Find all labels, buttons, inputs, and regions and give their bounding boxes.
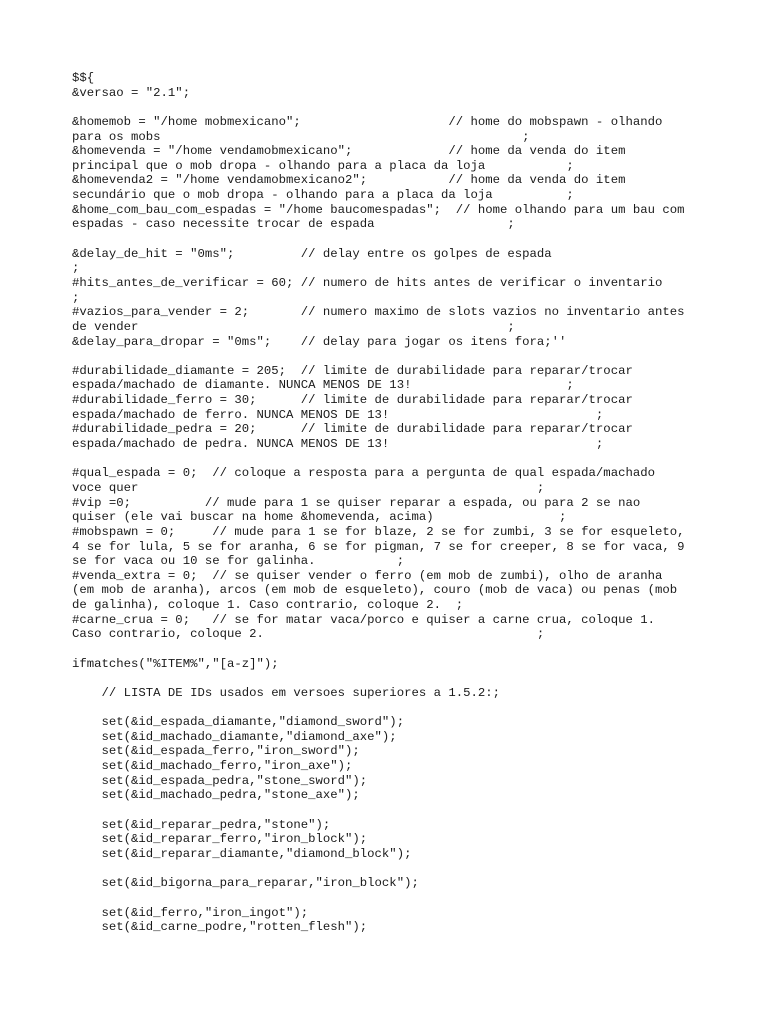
code-line: set(&id_reparar_ferro,"iron_block"); xyxy=(72,832,368,847)
code-line: espada/machado de ferro. NUNCA MENOS DE 13! ; xyxy=(72,407,604,422)
code-line: set(&id_machado_diamante,"diamond_axe"); xyxy=(72,729,397,744)
code-line: Caso contrario, coloque 2. ; xyxy=(72,627,545,642)
code-line: ; xyxy=(72,290,80,305)
code-line: ifmatches("%ITEM%","[a-z]"); xyxy=(72,656,279,671)
code-line: set(&id_reparar_pedra,"stone"); xyxy=(72,817,331,832)
code-line: $${ xyxy=(72,71,95,85)
code-line: se for vaca ou 10 se for galinha. ; xyxy=(72,554,405,569)
code-line xyxy=(72,891,685,906)
code-line xyxy=(72,349,685,364)
code-line: #durabilidade_pedra = 20; // limite de durabilidade para reparar/trocar xyxy=(72,422,633,437)
code-line: &homevenda = "/home vendamobmexicano"; // home da venda do item xyxy=(72,144,626,159)
code-line: de galinha), coloque 1. Caso contrario, coloque 2. ; xyxy=(72,598,464,613)
code-line: set(&id_carne_podre,"rotten_flesh"); xyxy=(72,920,368,935)
code-line: #durabilidade_ferro = 30; // limite de durabilidade para reparar/trocar xyxy=(72,393,633,408)
code-line: de vender ; xyxy=(72,319,515,334)
code-line: voce quer ; xyxy=(72,480,545,495)
code-line: #hits_antes_de_verificar = 60; // numero de hits antes de verificar o inventario xyxy=(72,275,663,290)
code-line: set(&id_espada_pedra,"stone_sword"); xyxy=(72,773,368,788)
code-line xyxy=(72,862,685,877)
code-line: para os mobs ; xyxy=(72,129,530,144)
code-line: &homevenda2 = "/home vendamobmexicano2"; // home da venda do item xyxy=(72,173,626,188)
code-line: #durabilidade_diamante = 205; // limite de durabilidade para reparar/trocar xyxy=(72,363,633,378)
code-line xyxy=(72,642,685,657)
code-line: #vazios_para_vender = 2; // numero maximo de slots vazios no inventario antes xyxy=(72,305,685,320)
code-line: set(&id_machado_pedra,"stone_axe"); xyxy=(72,788,360,803)
code-line: quiser (ele vai buscar na home &homevenda, acima) ; xyxy=(72,510,567,525)
code-line: // LISTA DE IDs usados em versoes superiores a 1.5.2:; xyxy=(72,685,501,700)
code-line: (em mob de aranha), arcos (em mob de esqueleto), couro (mob de vaca) ou penas (mob xyxy=(72,583,678,598)
code-line xyxy=(72,100,685,115)
code-line: ; xyxy=(72,261,80,276)
code-line: &home_com_bau_com_espadas = "/home baucomespadas"; // home olhando para um bau com xyxy=(72,202,685,217)
code-line: espada/machado de diamante. NUNCA MENOS DE 13! ; xyxy=(72,378,574,393)
code-line: secundário que o mob dropa - olhando para a placa da loja ; xyxy=(72,188,574,203)
code-line: set(&id_ferro,"iron_ingot"); xyxy=(72,905,309,920)
code-line: #vip =0; // mude para 1 se quiser reparar a espada, ou para 2 se nao xyxy=(72,495,641,510)
code-line xyxy=(72,803,685,818)
code-line: set(&id_espada_diamante,"diamond_sword"); xyxy=(72,715,405,730)
code-line xyxy=(72,671,685,686)
code-line: set(&id_bigorna_para_reparar,"iron_block"); xyxy=(72,876,419,891)
code-line: set(&id_reparar_diamante,"diamond_block"); xyxy=(72,846,412,861)
code-line: set(&id_machado_ferro,"iron_axe"); xyxy=(72,759,353,774)
code-line xyxy=(72,452,685,467)
code-line: 4 se for lula, 5 se for aranha, 6 se for pigman, 7 se for creeper, 8 se for vaca, 9 xyxy=(72,539,685,554)
code-line: principal que o mob dropa - olhando para a placa da loja ; xyxy=(72,158,574,173)
code-line: #venda_extra = 0; // se quiser vender o ferro (em mob de zumbi), olho de aranha xyxy=(72,568,663,583)
code-line: #carne_crua = 0; // se for matar vaca/porco e quiser a carne crua, coloque 1. xyxy=(72,612,655,627)
code-line: &homemob = "/home mobmexicano"; // home do mobspawn - olhando xyxy=(72,114,663,129)
code-line: &delay_para_dropar = "0ms"; // delay para jogar os itens fora;'' xyxy=(72,334,567,349)
code-line: #mobspawn = 0; // mude para 1 se for blaze, 2 se for zumbi, 3 se for esqueleto, xyxy=(72,524,685,539)
code-line: &versao = "2.1"; xyxy=(72,85,191,100)
code-line: espada/machado de pedra. NUNCA MENOS DE 13! ; xyxy=(72,437,604,452)
code-line: &delay_de_hit = "0ms"; // delay entre os golpes de espada xyxy=(72,246,552,261)
code-line: #qual_espada = 0; // coloque a resposta para a pergunta de qual espada/machado xyxy=(72,466,655,481)
code-line: espadas - caso necessite trocar de espada ; xyxy=(72,217,515,232)
code-line xyxy=(72,232,685,247)
code-line: set(&id_espada_ferro,"iron_sword"); xyxy=(72,744,360,759)
code-listing xyxy=(72,71,685,935)
code-line xyxy=(72,701,685,716)
